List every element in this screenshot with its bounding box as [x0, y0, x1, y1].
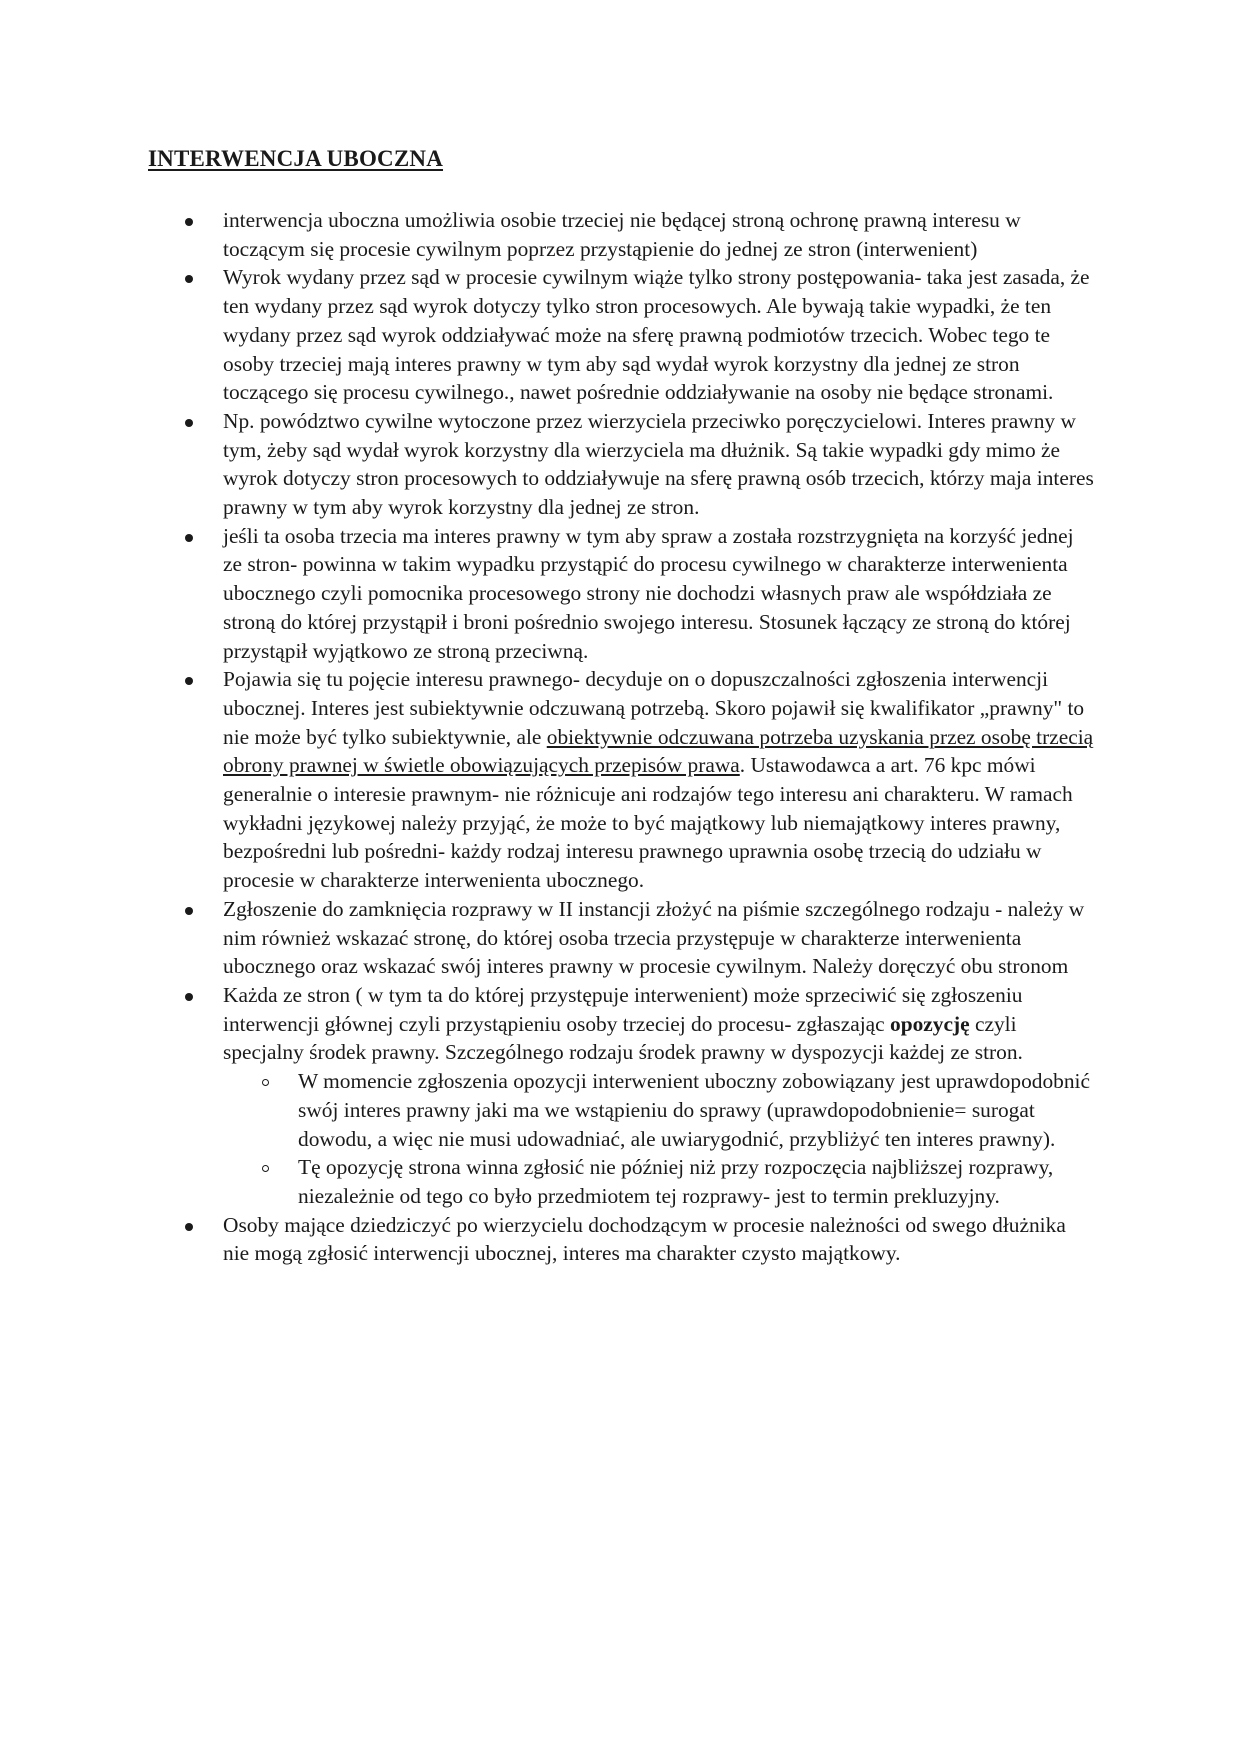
- sub-list-item: [223, 1153, 1095, 1210]
- list-item: [190, 1211, 1095, 1268]
- item-text: jeśli ta osoba trzecia ma interes prawny w tym aby spraw a została rozstrzygnięta na korzyść jednej ze stron- powinna w takim wypadku przystąpić do procesu cywilnego w charakterze interwenienta ubocznego czyli pomocnika procesowego strony nie dochodzi własnych praw ale współdziała ze stroną do której przystąpił i broni pośrednio swojego interesu. Stosunek łączący ze stroną do której przystąpił wyjątkowo ze stroną przeciwną.: [223, 523, 1074, 663]
- bullet-icon: [185, 907, 193, 915]
- item-text: interwencja uboczna umożliwia osobie trzeciej nie będącej stroną ochronę prawną interesu w toczącym się procesie cywilnym poprzez przystąpienie do jednej ze stron (interwenient): [223, 208, 1021, 261]
- list-item: [190, 407, 1095, 522]
- circle-bullet-icon: [262, 1079, 269, 1086]
- item-text: Wyrok wydany przez sąd w procesie cywilnym wiąże tylko strony postępowania- taka jest zasada, że ten wydany przez sąd wyrok dotyczy tylko stron procesowych. Ale bywają takie wypadki, że ten wydany przez sąd wyrok oddziaływać może na sferę prawną podmiotów trzecich. Wobec tego te osoby trzeciej mają interes prawny w tym aby sąd wydał wyrok korzystny dla jednej ze stron toczącego się procesu cywilnego., nawet pośrednie oddziaływanie na osoby nie będące stronami.: [223, 265, 1090, 405]
- item-text: Np. powództwo cywilne wytoczone przez wierzyciela przeciwko poręczycielowi. Interes prawny w tym, żeby sąd wydał wyrok korzystny dla wierzyciela ma dłużnik. Są takie wypadki gdy mimo że wyrok dotyczy stron procesowych to oddziaływuje na sferę prawną osób trzecich, którzy maja interes prawny w tym aby wyrok korzystny dla jednej ze stron.: [223, 408, 1094, 520]
- item-text: Osoby mające dziedziczyć po wierzycielu dochodzącym w procesie należności od swego dłużnika nie mogą zgłosić interwencji ubocznej, interes ma charakter czysto majątkowy.: [223, 1212, 1066, 1266]
- bullet-icon: [185, 218, 193, 226]
- list-item: [190, 206, 1095, 263]
- item-text-end: czyli specjalny środek prawny. Szczególnego rodzaju środek prawny w dyspozycji każdej ze stron.: [223, 1011, 1023, 1065]
- list-item: [190, 263, 1095, 407]
- bold-term: opozycję: [890, 1011, 970, 1036]
- item-text-end: . Ustawodawca a art. 76 kpc mówi generalnie o interesie prawnym- nie różnicuje ani rodzajów tego interesu ani charakteru. W ramach wykładni językowej należy przyjąć, że może to być majątkowy lub niemajątkowy interes prawny, bezpośredni lub pośredni- każdy rodzaj interesu prawnego uprawnia osobę trzecią do udziału w procesie w charakterze interwenienta ubocznego.: [223, 753, 1073, 893]
- item-text-start: Pojawia się tu pojęcie interesu prawnego- decyduje on o dopuszczalności zgłoszenia interwencji ubocznej. Interes jest subiektywnie odczuwaną potrzebą. Skoro pojawił się kwalifikator „prawny" to nie może być tylko subiektywnie, ale: [223, 667, 1085, 749]
- item-text: Zgłoszenie do zamknięcia rozprawy w II instancji złożyć na piśmie szczególnego rodzaju - należy w nim również wskazać stronę, do której osoba trzecia przystępuje w charakterze interwenienta ubocznego oraz wskazać swój interes prawny w procesie cywilnym. Należy doręczyć obu stronom: [223, 896, 1085, 979]
- item-text-start: Każda ze stron ( w tym ta do której przystępuje interwenient) może sprzeciwić się zgłoszeniu interwencji głównej czyli przystąpieniu osoby trzeciej do procesu- zgłaszając: [223, 982, 1023, 1036]
- bullet-icon: [185, 993, 193, 1001]
- list-item: [190, 665, 1095, 895]
- list-item: [190, 895, 1095, 981]
- bullet-icon: [185, 275, 193, 283]
- page-title: INTERWENCJA UBOCZNA: [148, 146, 444, 171]
- sub-item-text: Tę opozycję strona winna zgłosić nie później niż przy rozpoczęcia najbliższej rozprawy, niezależnie od tego co było przedmiotem tej rozprawy- jest to termin prekluzyjny.: [298, 1155, 1054, 1208]
- bullet-icon: [185, 677, 193, 685]
- sub-list: [223, 1067, 1095, 1211]
- bullet-icon: [185, 419, 193, 427]
- list-item: [190, 981, 1095, 1211]
- sub-list-item: [223, 1067, 1095, 1153]
- underlined-definition: obiektywnie odczuwana potrzeba uzyskania przez osobę trzecią obrony prawnej w świetle obowiązujących przepisów prawa: [223, 724, 1094, 778]
- list-item: [190, 522, 1095, 666]
- sub-item-text: W momencie zgłoszenia opozycji interwenient uboczny zobowiązany jest uprawdopodobnić swój interes prawny jaki ma we wstąpieniu do sprawy (uprawdopodobnienie= surogat dowodu, a więc nie musi udowadniać, ale uwiarygodnić, przybliżyć ten interes prawny).: [298, 1069, 1090, 1151]
- bullet-icon: [185, 1223, 193, 1231]
- bullet-list: [190, 206, 1095, 1268]
- circle-bullet-icon: [262, 1165, 269, 1172]
- bullet-icon: [185, 534, 193, 542]
